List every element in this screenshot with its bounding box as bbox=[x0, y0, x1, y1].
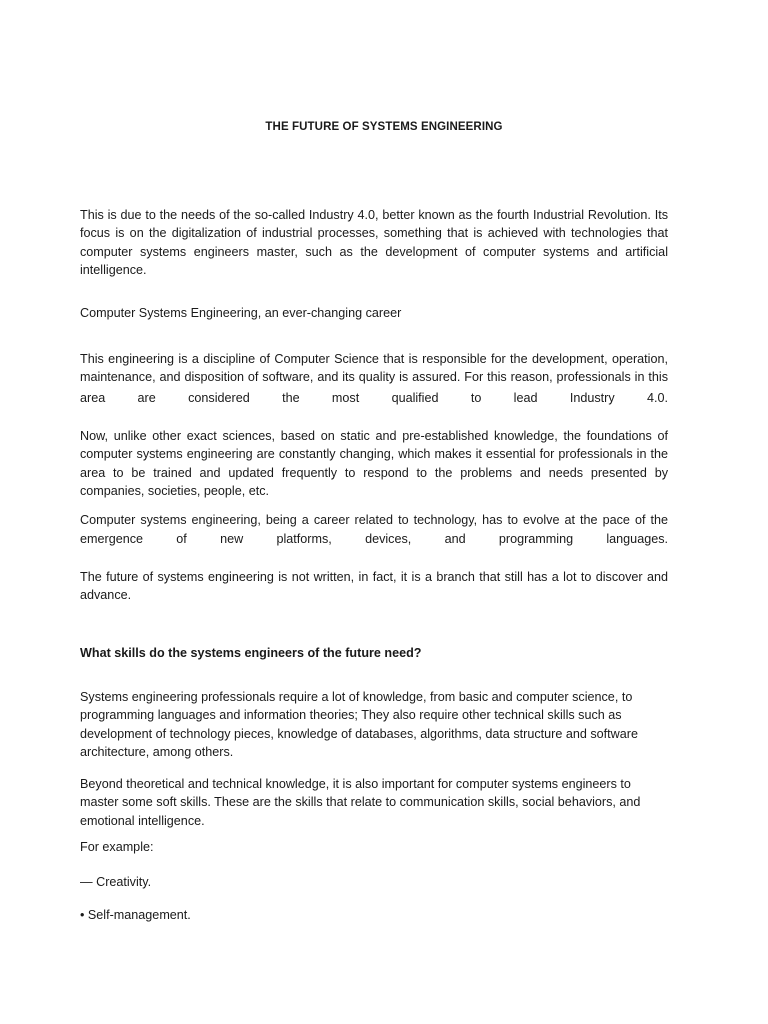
paragraph-future-not-written: The future of systems engineering is not written, in fact, it is a branch that still has a lot to discover and advance. bbox=[80, 570, 668, 603]
subheading-ever-changing-career: Computer Systems Engineering, an ever-changing career bbox=[80, 306, 402, 320]
paragraph-exact-sciences: Now, unlike other exact sciences, based on static and pre-established knowledge, the foundations of computer systems engineering are constantly changing, which makes it essential for professionals in the area to be trained and updated frequently to respond to the problems and needs presented by companies, societies, people, etc. bbox=[80, 429, 668, 499]
paragraph-for-example: For example: bbox=[80, 840, 154, 854]
list-item-self-management: • Self-management. bbox=[80, 908, 191, 922]
paragraph-discipline-line2: area are considered the most qualified to lead Industry 4.0. bbox=[80, 391, 668, 405]
paragraph-industry-4: This is due to the needs of the so-called Industry 4.0, better known as the fourth Industrial Revolution. Its focus is on the digitalization of industrial processes, something that is achieved with technologies that computer systems engineers master, such as the development of computer systems and artificial intelligence. bbox=[80, 208, 668, 278]
list-item-creativity: — Creativity. bbox=[80, 875, 152, 889]
paragraph-evolve-line2: emergence of new platforms, devices, and programming languages. bbox=[80, 532, 668, 546]
heading-skills: What skills do the systems engineers of the future need? bbox=[80, 646, 422, 660]
paragraph-soft-skills: Beyond theoretical and technical knowledge, it is also important for computer systems engineers to master some soft skills. These are the skills that relate to communication skills, social behaviors, and emotional intelligence. bbox=[80, 777, 641, 828]
paragraph-discipline-line1: This engineering is a discipline of Computer Science that is responsible for the development, operation, maintenance, and disposition of software, and its quality is assured. For this reason, professionals in this bbox=[80, 352, 668, 385]
paragraph-evolve-line1: Computer systems engineering, being a career related to technology, has to evolve at the pace of the bbox=[80, 513, 668, 527]
document-title: THE FUTURE OF SYSTEMS ENGINEERING bbox=[265, 121, 503, 133]
paragraph-knowledge: Systems engineering professionals require a lot of knowledge, from basic and computer science, to programming languages and information theories; They also require other technical skills such as development of technology pieces, knowledge of databases, algorithms, data structure and software architecture, among others. bbox=[80, 690, 638, 760]
